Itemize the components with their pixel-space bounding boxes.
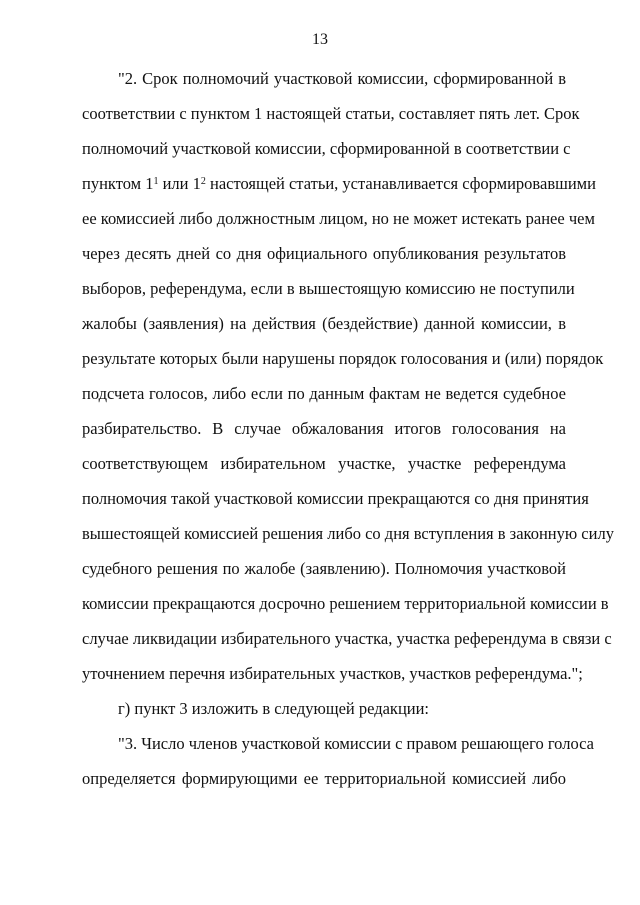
text-line: определяется формирующими ее территориальной комиссией либо [82,769,566,788]
text-line: судебного решения по жалобе (заявлению). Полномочия участковой [82,559,566,578]
text-fragment: настоящей статьи, устанавливается сформировавшими [205,174,596,193]
text-line: соответствии с пунктом 1 настоящей статьи, составляет пять лет. Срок [82,104,580,123]
text-line: разбирательство. В случае обжалования итогов голосования на [82,419,566,438]
text-line: подсчета голосов, либо если по данным фактам не ведется судебное [82,384,566,403]
text-line-with-superscripts [82,174,596,194]
text-line: г) пункт 3 изложить в следующей редакции: [118,699,430,718]
text-line: жалобы (заявления) на действия (бездействие) данной комиссии, в [82,314,566,333]
superscript: 1 [153,175,159,187]
text-line: вышестоящей комиссией решения либо со дня вступления в законную силу [82,524,614,543]
text-line: соответствующем избирательном участке, участке референдума [82,454,566,473]
text-line: выборов, референдума, если в вышестоящую комиссию не поступили [82,279,575,298]
text-line: комиссии прекращаются досрочно решением территориальной комиссии в [82,594,609,613]
text-line: "3. Число членов участковой комиссии с правом решающего голоса [118,734,594,753]
text-line: уточнением перечня избирательных участков, участков референдума."; [82,664,583,683]
text-fragment: или 1 [158,174,201,193]
text-line: результате которых были нарушены порядок голосования и (или) порядок [82,349,604,368]
text-line: ее комиссией либо должностным лицом, но не может истекать ранее чем [82,209,595,228]
text-line: "2. Срок полномочий участковой комиссии, сформированной в [118,69,566,88]
text-line: через десять дней со дня официального опубликования результатов [82,244,566,263]
text-line: случае ликвидации избирательного участка, участка референдума в связи с [82,629,612,648]
text-fragment: пунктом 1 [82,174,154,193]
superscript: 2 [200,175,206,187]
text-line: полномочий участковой комиссии, сформированной в соответствии с [82,139,571,158]
page-number: 13 [312,31,328,48]
text-line: полномочия такой участковой комиссии прекращаются со дня принятия [82,489,589,508]
